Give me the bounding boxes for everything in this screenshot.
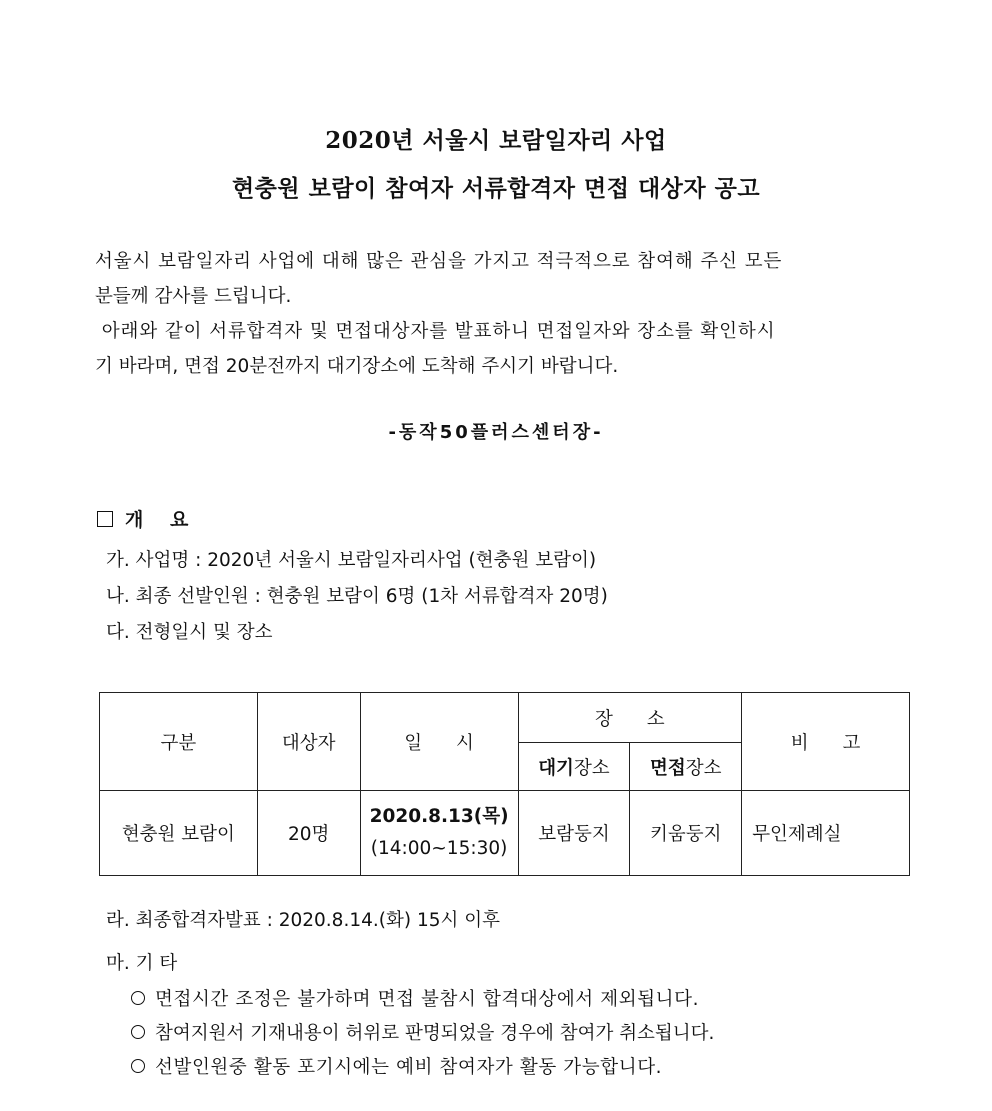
list-item <box>131 985 699 1011</box>
list-item <box>131 1019 714 1045</box>
circle-bullet-icon <box>131 1059 145 1073</box>
cell-time: (14:00~15:30) <box>370 838 508 859</box>
header-target: 대상자 <box>257 693 360 791</box>
table-header-row <box>100 693 910 743</box>
title-line-1: 2020년 서울시 보람일자리 사업 <box>325 127 667 154</box>
header-place <box>518 693 742 743</box>
schedule-table <box>99 692 910 876</box>
header-waiting-bold: 대기 <box>538 757 574 779</box>
cell-target: 20명 <box>257 791 360 876</box>
table-row <box>100 791 910 876</box>
header-interview-bold: 면접 <box>650 757 686 779</box>
item-d-announcement: 라. 최종합격자발표 : 2020.8.14.(화) 15시 이후 <box>106 910 500 931</box>
checkbox-square-icon <box>97 511 113 527</box>
intro-line-1: 서울시 보람일자리 사업에 대해 많은 관심을 가지고 적극적으로 참여해 주신 모든 <box>95 251 783 272</box>
header-interview-rest: 장소 <box>685 757 722 779</box>
header-category: 구분 <box>100 693 258 791</box>
header-note-text: 비 고 <box>790 732 875 754</box>
overview-item-a: 가. 사업명 : 2020년 서울시 보람일자리사업 (현충원 보람이) <box>106 550 597 571</box>
cell-datetime <box>360 791 518 876</box>
organization-name: -동작50플러스센터장- <box>388 422 604 443</box>
overview-item-c: 다. 전형일시 및 장소 <box>106 622 273 643</box>
cell-date: 2020.8.13(목) <box>369 806 509 827</box>
cell-interview-place: 키움둥지 <box>630 791 742 876</box>
bullet-text-1: 면접시간 조정은 불가하며 면접 불참시 합격대상에서 제외됩니다. <box>155 989 700 1010</box>
overview-heading <box>97 505 198 532</box>
intro-line-3: 아래와 같이 서류합격자 및 면접대상자를 발표하니 면접일자와 장소를 확인하시 <box>95 321 776 342</box>
header-interview-place <box>630 743 742 791</box>
overview-heading-text: 개 요 <box>125 509 199 531</box>
header-waiting-place <box>518 743 630 791</box>
intro-line-4: 기 바라며, 면접 20분전까지 대기장소에 도착해 주시기 바랍니다. <box>95 356 619 377</box>
intro-line-2: 분들께 감사를 드립니다. <box>95 286 292 307</box>
header-datetime <box>360 693 518 791</box>
header-datetime-text: 일 시 <box>404 732 488 754</box>
header-waiting-rest: 장소 <box>573 757 610 779</box>
cell-waiting-place: 보람둥지 <box>518 791 630 876</box>
overview-item-b: 나. 최종 선발인원 : 현충원 보람이 6명 (1차 서류합격자 20명) <box>106 586 608 607</box>
circle-bullet-icon <box>131 991 145 1005</box>
list-item <box>131 1053 662 1079</box>
circle-bullet-icon <box>131 1025 145 1039</box>
header-note <box>742 693 910 791</box>
cell-note: 무인제례실 <box>742 791 910 876</box>
intro-paragraph <box>95 244 901 384</box>
bullet-text-3: 선발인원중 활동 포기시에는 예비 참여자가 활동 가능합니다. <box>155 1057 663 1078</box>
bullet-text-2: 참여지원서 기재내용이 허위로 판명되었을 경우에 참여가 취소됩니다. <box>155 1023 715 1044</box>
item-e-etc: 마. 기 타 <box>106 953 178 974</box>
title-line-2: 현충원 보람이 참여자 서류합격자 면접 대상자 공고 <box>231 175 761 202</box>
header-place-text: 장 소 <box>595 708 679 730</box>
cell-category: 현충원 보람이 <box>100 791 258 876</box>
